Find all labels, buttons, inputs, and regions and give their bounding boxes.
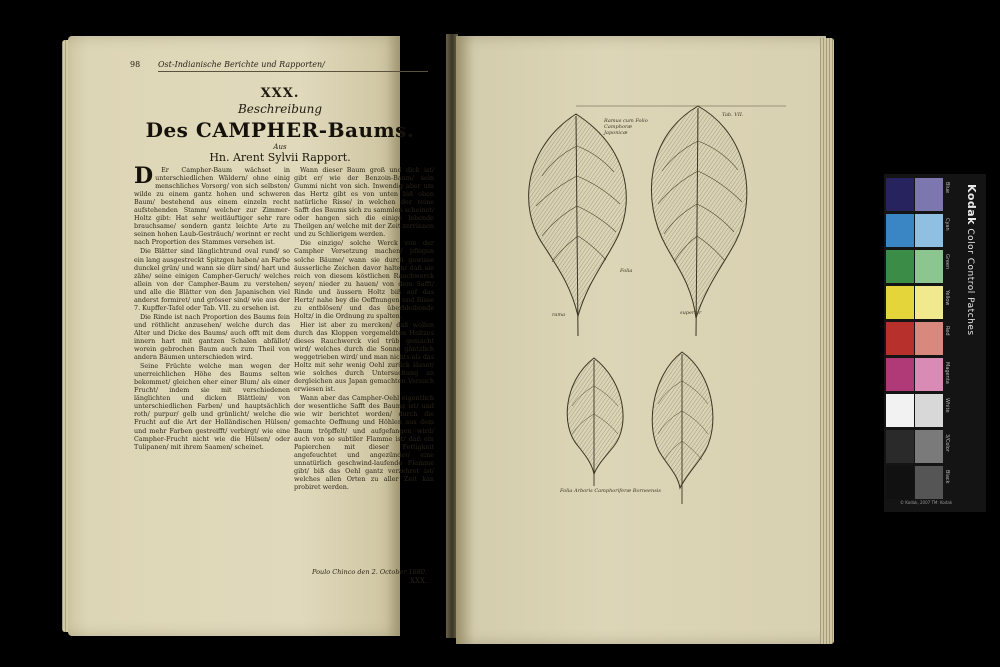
patch-label: Blue [944, 182, 950, 194]
paragraph: Die Blätter sind länglichtrund oval rund/ so ein lang ausgestreckt Spitzgen haben/ an Farbe dunckel grün/ und wann sie dürr sind/ hart und zähe/ seine einigen Campher-Geruch/ welches allein von der Campher-Baum zu verstehen/ und alle die Blätter von den Japanischen viel anderst formiret/ und grösser sind/ wie aus der 7. Kupffer-Tafel oder Tab. VII. zu ersehen ist. [134, 247, 290, 312]
plate-number: Tab. VII. [722, 112, 744, 118]
leaf-upper-right [651, 106, 746, 336]
color-patch-light [915, 322, 943, 355]
color-patch-black [886, 466, 914, 499]
label-left: rama [552, 312, 566, 318]
color-patch-cyan [886, 214, 914, 247]
color-patch-red [886, 322, 914, 355]
running-head [130, 60, 428, 72]
color-patch-light [915, 358, 943, 391]
leaf-upper-left [529, 114, 627, 336]
paragraph: Hier ist aber zu mercken/ daß wollen durch das Kloppen vorgemeldten Holtzes dieses Rauchwerck viel trüb gemacht wird/ welches durch die Sonne gäntzlich weggetrieben wird/ und man nichts als das Holtz mit sehr wenig Oehl zurück lässet/ wie solches durch Untersuchung an dergleichen aus Japan gemachten Versuch erwiesen ist. [294, 320, 434, 394]
catchword: XXX. [410, 577, 428, 585]
brand-name: Kodak [965, 184, 978, 225]
paragraph: Er Campher-Baum wächset in unterschiedlichen Wäldern/ ohne einig menschliches Vorsorg/ von sich selbsten/ wilde zu einem gantz hohen und schweren Baum/ bestehend aus einem einzeln recht aufstehenden Stamm/ welcher zur Zimmer-Holtz gibt: Hat sehr weitläuftiger sehr rare brauchsame/ sondern gantz leichte Arte zu seinen hohen Laub-Gesträuch/ worinnt er recht nach Proportion des Stammes versehen ist. [134, 166, 290, 247]
chapter-title: Des CAMPHER-Baums. [145, 118, 415, 142]
plate-caption-top: Ramus cum Folio Camphoræ Japonicæ [604, 118, 648, 136]
label-folio: Folia [620, 268, 633, 274]
color-patch-light [915, 394, 943, 427]
color-patch-light [915, 430, 943, 463]
label-right: superior [680, 310, 702, 316]
text-column-1 [134, 166, 290, 566]
report-source: Hn. Arent Sylvii Rapport. [209, 151, 351, 164]
patch-label: Yellow [944, 290, 950, 306]
color-patch-light [915, 250, 943, 283]
footer-date: Poulo Chinco den 2. October 1680. [312, 568, 428, 576]
paragraph: Die Rinde ist nach Proportion des Baums fein und röthlicht anzusehen/ welche durch das Alter und Dicke des Baums/ auch offt mit dem innern hart mit gantzen Schalen abfället/ worein gebrochen Baum auch zum Theil von andern Bäumen unterschieden wird. [134, 312, 290, 362]
drop-cap: D [134, 166, 154, 189]
from-word: Aus [273, 143, 287, 151]
paragraph: Die einzige/ solche Werck von der Campher Versetzung machen/ pflegen solche Bäume/ wann sie durch gewisse äusserliche Zeichen davor halten/ daß sie reich von diesem köstlichen Rauchwerck seyen/ nieder zu hauen/ von dem Safft/ Rinde und äussern Holtz biß auf das Hertz/ nahe bey die Oeffnungen und Risse zu entblösen/ und das überbleibende Holtz/ in die Ordnung zu spalten. [294, 239, 434, 320]
color-patch-light [915, 178, 943, 211]
color-patch-light [915, 214, 943, 247]
running-head-text: Ost-Indianische Berichte und Rapporten/ [158, 60, 325, 69]
color-patch-magenta [886, 358, 914, 391]
patch-label: White [944, 398, 950, 413]
patch-label: Black [944, 470, 950, 484]
trademark: © Kodak, 2007 TM: Kodak [900, 500, 953, 505]
paragraph: Wann aber das Campher-Oehl eigentlich der wesentliche Safft des Baums ist/ und wie wir berichtet worden/ durch die gemachte Oeffnung und Höhlen aus dem Baum tröpffelt/ und aufgefangen wird/ auch von so subtiler Flamme ist/ daß ein Papierchen mit dieser Fettigkeit angefeuchtet und angezündet/ eine unnatürlich geschwind-laufende Flamme gibt/ biß das Oehl gantz verzehret ist/ welches allen Orten zu aller Zeit kan probiret werden. [294, 394, 434, 491]
kodak-brand [965, 184, 978, 336]
patch-label: Magenta [944, 362, 950, 384]
color-patch-3-color [886, 430, 914, 463]
color-patch-green [886, 250, 914, 283]
patch-label: 3/Color [944, 434, 950, 452]
paragraph: Seine Früchte welche man wegen der unerreichlichen Höhe des Baums selten bekommet/ gleichen eher einer Blum/ als einer Frucht/ indem sie mit verschiedenen länglichten und dicken Blättlein/ von unterschiedlichen Farben/ und hauptsächlich roth/ purpur/ gelb und grünlicht/ welche die Frucht auf die Art der Holländischen Hülsen/ und mehr Farben gestreifft/ verbirgt/ wie eine Campher-Frucht nicht wie die Hülsen/ oder Tulipanen/ mit ihrem Saamen/ scheinet. [134, 362, 290, 451]
card-title: Color Control Patches [965, 228, 975, 336]
color-patch-yellow [886, 286, 914, 319]
color-patch-light [915, 466, 943, 499]
color-patch-blue [886, 178, 914, 211]
leaf-lower-right [652, 352, 713, 504]
color-patch-light [915, 286, 943, 319]
patch-label: Cyan [944, 218, 950, 231]
page-number: 98 [130, 60, 141, 69]
patch-label: Green [944, 254, 950, 270]
color-patch-white [886, 394, 914, 427]
chapter-heading: Beschreibung [237, 102, 323, 116]
paragraph: Wann dieser Baum groß und dick ist/ gibt er/ wie der Benzoin-Baum/ sein Gummi nicht von sich. Inwendig aber um das Hertz gibt es von unten biß oben natürliche Risse/ in welchen der reine Safft des Baums sich zu sammlen scheinet/ oder hangen sich die einige lebende Theilgen an/ welche mit der Zeit zerrinnen und zu Schlierigem werden. [294, 166, 434, 239]
text-column-2 [294, 166, 434, 562]
chapter-number: XXX. [260, 86, 300, 101]
plate-caption-bottom: Folia Arboris Camphoriferæ Borneensis [560, 488, 661, 494]
patch-label: Red [944, 326, 950, 336]
leaf-lower-left [567, 358, 623, 486]
